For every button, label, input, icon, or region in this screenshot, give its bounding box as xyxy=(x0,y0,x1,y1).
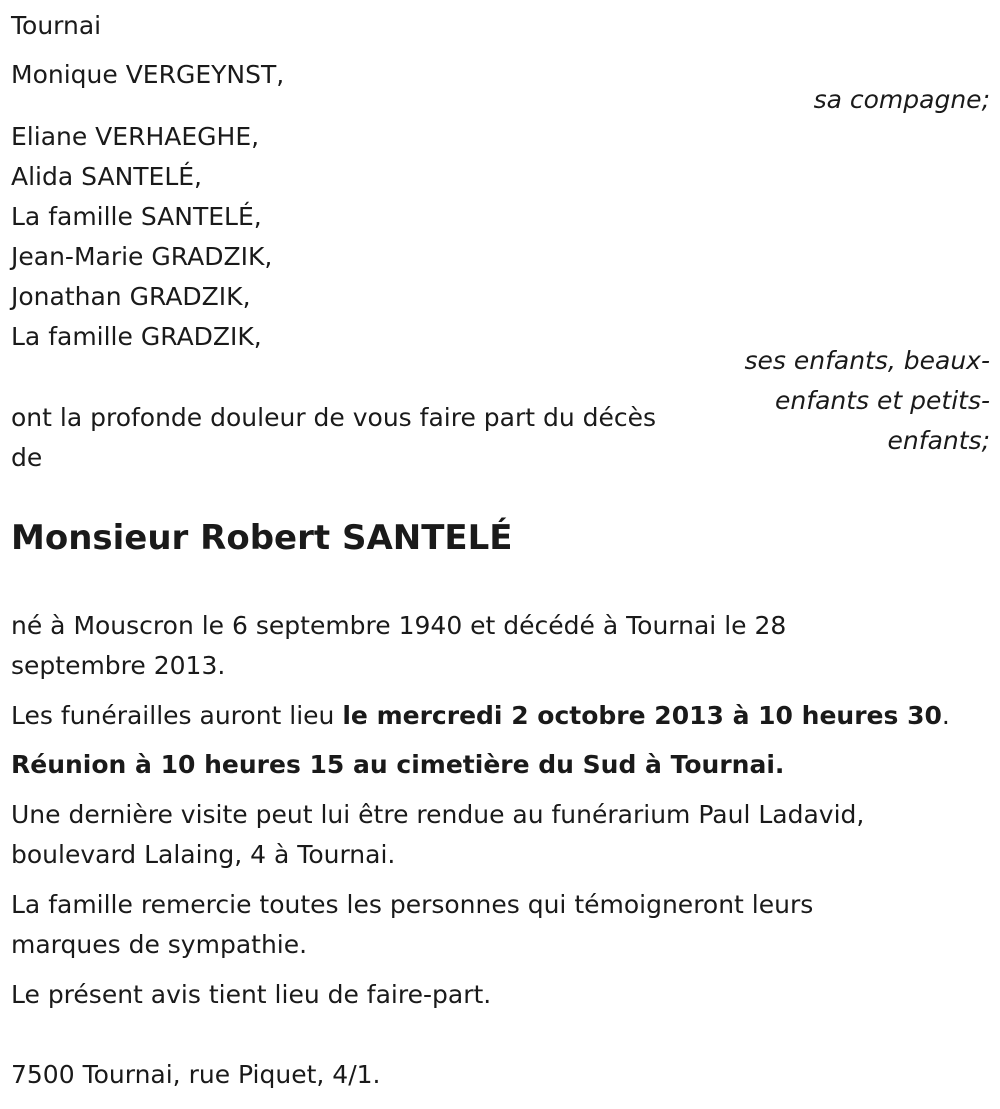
birth-death-line: né à Mouscron le 6 septembre 1940 et décédé à Tournai le 28 xyxy=(11,611,787,640)
family-member: Jean-Marie GRADZIK, xyxy=(11,242,273,271)
family-member: Eliane VERHAEGHE, xyxy=(11,122,260,151)
header-city: Tournai xyxy=(11,11,102,40)
companion-relation: sa compagne; xyxy=(813,85,990,114)
family-member: La famille GRADZIK, xyxy=(11,322,262,351)
announcement-line: de xyxy=(11,443,43,472)
deceased-name: Monsieur Robert SANTELÉ xyxy=(11,518,513,558)
family-relation-line: enfants et petits- xyxy=(775,386,990,415)
birth-death-line: septembre 2013. xyxy=(11,651,226,680)
meeting-info: Réunion à 10 heures 15 au cimetière du Sud à Tournai. xyxy=(11,750,785,779)
thanks-line: marques de sympathie. xyxy=(11,930,308,959)
funeral-suffix: . xyxy=(941,701,950,730)
companion-name: Monique VERGEYNST, xyxy=(11,60,285,89)
visit-line: boulevard Lalaing, 4 à Tournai. xyxy=(11,840,396,869)
notice-line: Le présent avis tient lieu de faire-part. xyxy=(11,980,492,1009)
family-relation-line: enfants; xyxy=(887,426,990,455)
family-list xyxy=(11,117,272,357)
family-relation-line: ses enfants, beaux- xyxy=(744,346,990,375)
funeral-date: le mercredi 2 octobre 2013 à 10 heures 30 xyxy=(342,701,942,730)
funeral-info xyxy=(11,696,950,736)
address-line: 7500 Tournai, rue Piquet, 4/1. xyxy=(11,1060,381,1089)
family-member: La famille SANTELÉ, xyxy=(11,202,262,231)
visit-line: Une dernière visite peut lui être rendue au funérarium Paul Ladavid, xyxy=(11,800,865,829)
family-relation xyxy=(740,341,990,461)
funeral-prefix: Les funérailles auront lieu xyxy=(11,701,343,730)
family-member: Alida SANTELÉ, xyxy=(11,162,203,191)
family-member: Jonathan GRADZIK, xyxy=(11,282,251,311)
announcement-line: ont la profonde douleur de vous faire part du décès xyxy=(11,403,657,432)
thanks-line: La famille remercie toutes les personnes qui témoigneront leurs xyxy=(11,890,814,919)
